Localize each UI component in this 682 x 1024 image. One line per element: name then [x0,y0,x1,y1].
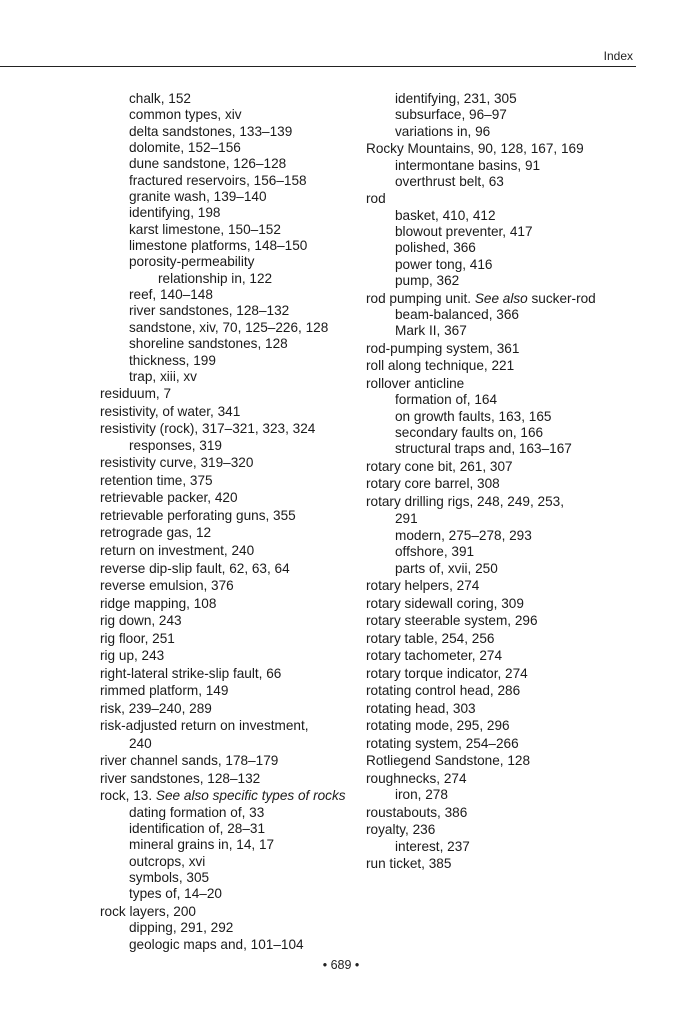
index-entry [366,822,646,838]
index-entry [366,736,646,752]
entry-text: offshore, 391 [395,544,475,560]
entry-text: rotary helpers, 274 [366,578,480,594]
index-column-right [366,91,646,873]
page-number: • 689 • [322,958,360,972]
entry-text: thickness, 199 [129,352,216,368]
entry-text: retention time, 375 [100,472,213,488]
index-subentry [366,240,646,256]
index-entry [100,771,350,787]
entry-text: types of, 14–20 [129,886,222,902]
index-subentry [100,920,350,936]
index-subentry [366,107,646,123]
index-entry [366,666,646,682]
entry-text: resistivity curve, 319–320 [100,455,254,471]
index-subentry [366,323,646,339]
index-subentry [100,238,350,254]
index-subentry [366,441,646,457]
index-entry [366,771,646,787]
index-entry [100,718,350,734]
entry-text: intermontane basins, 91 [395,157,541,173]
entry-text: symbols, 305 [129,870,210,886]
index-entry [100,455,350,471]
entry-text: pump, 362 [395,273,460,289]
entry-text: rotary table, 254, 256 [366,630,495,646]
index-entry [100,788,350,804]
index-entry [366,494,646,510]
entry-text: blowout preventer, 417 [395,224,533,240]
index-entry [366,718,646,734]
entry-text: geologic maps and, 101–104 [129,936,304,952]
entry-text: river sandstones, 128–132 [129,303,290,319]
index-entry [100,683,350,699]
entry-text: structural traps and, 163–167 [395,441,572,457]
index-entry [366,596,646,612]
index-entry [100,701,350,717]
index-subentry [100,438,350,454]
index-subentry [366,787,646,803]
entry-text: resistivity, of water, 341 [100,403,241,419]
index-entry [366,805,646,821]
entry-text: resistivity (rock), 317–321, 323, 324 [100,421,316,437]
index-entry [366,648,646,664]
entry-text: rotating head, 303 [366,700,476,716]
entry-text: rollover anticline [366,375,465,391]
index-subentry [366,124,646,140]
index-entry [366,376,646,392]
index-entry [366,701,646,717]
index-entry [100,404,350,420]
index-subentry [366,158,646,174]
entry-text: delta sandstones, 133–139 [129,123,293,139]
index-subentry [100,353,350,369]
index-subentry [366,528,646,544]
index-subentry [100,821,350,837]
index-entry [100,421,350,437]
entry-text: river sandstones, 128–132 [100,770,261,786]
entry-text: interest, 237 [395,838,470,854]
entry-text: Mark II, 367 [395,323,467,339]
entry-text: right-lateral strike-slip fault, 66 [100,665,282,681]
entry-text: outcrops, xvi [129,853,206,869]
index-subentry [100,222,350,238]
entry-text: royalty, 236 [366,822,436,838]
index-subentry [100,369,350,385]
entry-text: common types, xiv [129,107,242,123]
index-subentry [100,271,350,287]
index-subentry [366,409,646,425]
see-also-reference: See also specific types of rocks [155,788,346,804]
index-entry [100,386,350,402]
entry-text: dating formation of, 33 [129,804,265,820]
entry-text: retrievable packer, 420 [100,490,238,506]
entry-text: rod pumping unit. [366,290,475,306]
entry-text: roll along technique, 221 [366,358,515,374]
entry-text: rimmed platform, 149 [100,683,229,699]
running-head: Index [603,49,633,63]
entry-text: roughnecks, 274 [366,770,467,786]
index-subentry [366,544,646,560]
index-subentry [100,805,350,821]
index-entry [100,753,350,769]
index-subentry [100,320,350,336]
entry-text: rotating mode, 295, 296 [366,718,510,734]
entry-text: Rocky Mountains, 90, 128, 167, 169 [366,141,584,157]
index-entry [100,666,350,682]
entry-text: on growth faults, 163, 165 [395,408,552,424]
entry-text: responses, 319 [129,437,222,453]
entry-text: rock, 13. [100,788,156,804]
index-subentry [100,870,350,886]
index-subentry [100,254,350,270]
entry-text: dipping, 291, 292 [129,920,234,936]
entry-text: retrievable perforating guns, 355 [100,507,296,523]
entry-text: return on investment, 240 [100,542,255,558]
index-subentry [366,839,646,855]
index-subentry [366,224,646,240]
index-subentry [100,205,350,221]
index-column-left [100,91,350,953]
index-entry [366,341,646,357]
index-subentry [100,189,350,205]
entry-text: rotating system, 254–266 [366,735,519,751]
entry-text: porosity-permeability [129,254,255,270]
entry-text: rotary sidewall coring, 309 [366,595,524,611]
index-subentry [100,336,350,352]
index-entry [366,141,646,157]
index-subentry [100,124,350,140]
index-entry [366,476,646,492]
entry-text: river channel sands, 178–179 [100,753,279,769]
entry-text-after: sucker-rod [527,290,596,306]
entry-text: parts of, xvii, 250 [395,560,498,576]
see-also-reference: See also [474,290,528,306]
entry-text: secondary faults on, 166 [395,425,544,440]
entry-text: rod-pumping system, 361 [366,340,520,356]
index-subentry [100,854,350,870]
entry-text: limestone platforms, 148–150 [129,238,308,254]
entry-text: reverse dip-slip fault, 62, 63, 64 [100,560,290,576]
entry-text: rotary core barrel, 308 [366,476,500,492]
index-entry [366,578,646,594]
index-entry [100,561,350,577]
entry-text: power tong, 416 [395,256,493,272]
entry-text: rotary tachometer, 274 [366,648,503,664]
index-subentry [366,307,646,323]
index-subentry [366,208,646,224]
entry-text: Rotliegend Sandstone, 128 [366,753,531,769]
entry-text: rotary cone bit, 261, 307 [366,458,513,474]
entry-text: dolomite, 152–156 [129,140,241,156]
index-entry [100,490,350,506]
index-entry [366,291,646,307]
entry-text: residuum, 7 [100,386,172,402]
index-subentry [366,561,646,577]
index-subentry [100,173,350,189]
entry-text: rotating control head, 286 [366,683,521,699]
index-entry [366,613,646,629]
index-entry [100,543,350,559]
index-entry [366,856,646,872]
index-entry [100,596,350,612]
entry-text: risk, 239–240, 289 [100,700,212,716]
index-subentry [366,392,646,408]
entry-text: sandstone, xiv, 70, 125–226, 128 [129,319,329,335]
index-subentry [100,91,350,107]
index-entry [366,358,646,374]
entry-text: modern, 275–278, 293 [395,527,532,543]
index-entry [100,631,350,647]
index-entry [366,191,646,207]
entry-text: 240 [129,735,152,751]
index-subentry [100,837,350,853]
index-entry [366,753,646,769]
index-entry [366,631,646,647]
index-subentry [366,91,646,107]
index-entry [366,459,646,475]
entry-text: reverse emulsion, 376 [100,578,234,594]
entry-text: run ticket, 385 [366,856,452,872]
entry-text: identifying, 231, 305 [395,91,517,106]
index-subentry [366,273,646,289]
entry-text: shoreline sandstones, 128 [129,336,288,352]
entry-text: risk-adjusted return on investment, [100,718,309,734]
entry-text: roustabouts, 386 [366,804,468,820]
index-entry-continuation [366,511,646,527]
index-subentry [100,303,350,319]
entry-text: dune sandstone, 126–128 [129,156,287,172]
entry-text: identification of, 28–31 [129,821,266,837]
entry-text: rock layers, 200 [100,904,196,919]
entry-text: iron, 278 [395,787,448,803]
entry-text: formation of, 164 [395,392,498,408]
entry-text: trap, xiii, xv [129,368,197,384]
index-entry-continuation [100,736,350,752]
entry-text: basket, 410, 412 [395,207,496,223]
index-entry [100,508,350,524]
header-rule [0,66,636,67]
entry-text: rig down, 243 [100,613,182,629]
entry-text: granite wash, 139–140 [129,189,267,205]
entry-text: subsurface, 96–97 [395,107,507,123]
entry-text: chalk, 152 [129,91,191,106]
index-subentry [100,287,350,303]
index-subentry [100,937,350,953]
entry-text: rig floor, 251 [100,630,175,646]
entry-text: fractured reservoirs, 156–158 [129,172,307,188]
entry-text: relationship in, 122 [158,270,273,286]
entry-text: beam-balanced, 366 [395,307,519,323]
entry-text: polished, 366 [395,240,476,256]
entry-text: rod [366,191,386,207]
index-subentry [366,257,646,273]
entry-text: variations in, 96 [395,123,491,139]
entry-text: 291 [395,511,418,527]
index-entry [100,904,350,920]
entry-text: rotary steerable system, 296 [366,613,538,629]
index-entry [100,613,350,629]
index-subentry [366,174,646,190]
index-subentry [100,886,350,902]
index-entry [100,648,350,664]
index-subentry [100,107,350,123]
index-entry [100,473,350,489]
entry-text: rotary torque indicator, 274 [366,665,528,681]
entry-text: retrograde gas, 12 [100,525,212,541]
index-entry [100,525,350,541]
index-entry [366,683,646,699]
index-entry [100,578,350,594]
entry-text: overthrust belt, 63 [395,173,504,189]
index-subentry [100,140,350,156]
entry-text: karst limestone, 150–152 [129,221,281,237]
entry-text: rig up, 243 [100,648,165,664]
index-subentry [100,156,350,172]
entry-text: rotary drilling rigs, 248, 249, 253, [366,493,564,509]
index-subentry [366,425,646,441]
entry-text: identifying, 198 [129,205,221,221]
entry-text: ridge mapping, 108 [100,595,217,611]
entry-text: reef, 140–148 [129,287,213,303]
entry-text: mineral grains in, 14, 17 [129,837,275,853]
